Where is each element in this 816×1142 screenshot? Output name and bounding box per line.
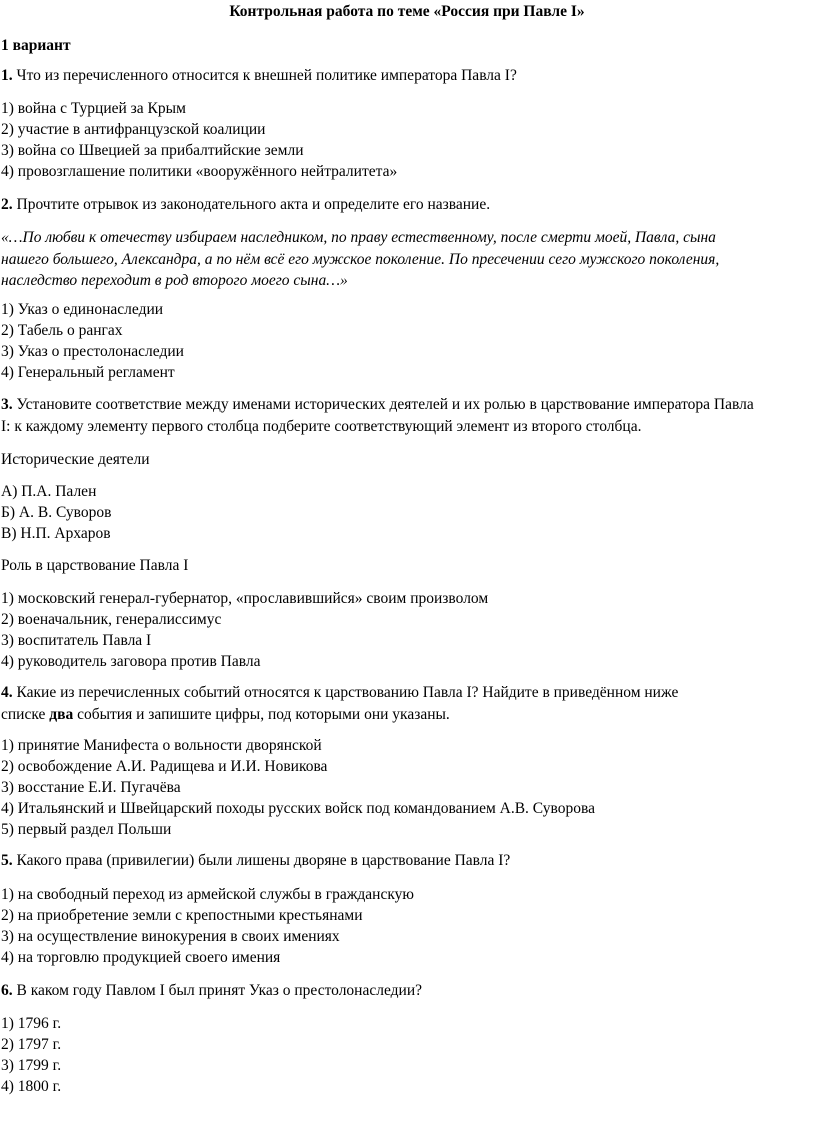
option-item: 1) принятие Манифеста о вольности дворянской [1, 737, 322, 754]
column-header: Роль в царствование Павла I [1, 557, 189, 574]
question-text: списке [1, 705, 50, 723]
question-6-options [1, 1013, 813, 1097]
question-text: Что из перечисленного относится к внешней политике императора Павла I? [12, 67, 517, 84]
option-item: 3) на осуществление винокурения в своих имениях [1, 928, 340, 945]
option-item: 3) 1799 г. [1, 1057, 62, 1074]
question-number: 5. [1, 852, 13, 869]
column-1-header [1, 449, 813, 470]
option-item: 2) участие в антифранцузской коалиции [1, 121, 266, 138]
option-item: 3) восстание Е.И. Пугачёва [1, 779, 181, 796]
question-4-text-line2 [1, 704, 813, 726]
option-item: 4) Генеральный регламент [1, 364, 175, 381]
option-item: 1) на свободный переход из армейской службы в гражданскую [1, 886, 414, 903]
question-number: 4. [1, 684, 13, 701]
option-item: 2) Табель о рангах [1, 322, 123, 339]
option-item: 1) Указ о единонаследии [1, 301, 164, 318]
list-item: Б) А. В. Суворов [1, 504, 112, 521]
question-2 [1, 194, 813, 216]
question-6 [1, 980, 813, 1002]
question-3-text-line2: I: к каждому элементу первого столбца подберите соответствующий элемент из второго столбца. [1, 417, 642, 435]
question-5-text [1, 850, 813, 872]
option-item: 4) на торговлю продукцией своего имения [1, 949, 281, 966]
option-item: 3) Указ о престолонаследии [1, 343, 184, 360]
variant-heading: 1 вариант [1, 37, 71, 54]
question-3-text-line1 [1, 394, 813, 416]
column-header: Исторические деятели [1, 451, 150, 468]
question-4 [1, 682, 813, 725]
quote-line: «…По любви к отечеству избираем наследником, по праву естественному, после смерти моей, Павла, сына [1, 229, 716, 246]
option-item: 1) 1796 г. [1, 1015, 62, 1032]
column-2-header [1, 555, 813, 576]
question-text: Какие из перечисленных событий относятся к царствованию Павла I? Найдите в приведённом ниже [12, 684, 679, 701]
option-item: 2) 1797 г. [1, 1036, 62, 1053]
document-title: Контрольная работа по теме «Россия при Павле I» [229, 3, 585, 20]
question-number: 1. [1, 67, 13, 84]
option-item: 1) война с Турцией за Крым [1, 100, 186, 117]
list-item: 4) руководитель заговора против Павла [1, 653, 261, 670]
option-item: 5) первый раздел Польши [1, 821, 172, 838]
quote-line: наследство переходит в род второго моего сына…» [1, 272, 348, 289]
question-number: 2. [1, 196, 13, 213]
list-item: В) Н.П. Архаров [1, 525, 111, 542]
option-item: 4) провозглашение политики «вооружённого нейтралитета» [1, 163, 398, 180]
question-text: Установите соответствие между именами исторических деятелей и их ролью в царствование императора Павла [12, 396, 754, 413]
option-item: 2) на приобретение земли с крепостными крестьянами [1, 907, 363, 924]
column-2-list [1, 588, 813, 672]
question-1-options [1, 98, 813, 182]
question-2-text [1, 194, 813, 216]
question-5-options [1, 884, 813, 968]
question-4-options [1, 735, 813, 840]
quote-line: нашего большего, Александра, а по нём всё его мужское поколение. По пресечении сего мужского поколения, [1, 250, 720, 268]
emphasis: два [49, 705, 74, 723]
question-5 [1, 850, 813, 872]
list-item: 3) воспитатель Павла I [1, 632, 152, 649]
question-4-text-line1 [1, 682, 813, 704]
option-item: 4) Итальянский и Швейцарский походы русских войск под командованием А.В. Суворова [1, 800, 595, 817]
question-number: 6. [1, 982, 13, 999]
question-2-options [1, 299, 813, 383]
question-text: события и запишите цифры, под которыми они указаны. [73, 705, 450, 723]
question-1-text [1, 65, 813, 87]
question-3 [1, 394, 813, 437]
question-text: В каком году Павлом I был принят Указ о престолонаследии? [12, 982, 422, 999]
column-1-list [1, 481, 813, 544]
question-2-quote [1, 227, 813, 292]
list-item: А) П.А. Пален [1, 483, 97, 500]
option-item: 3) война со Швецией за прибалтийские земли [1, 142, 304, 159]
question-number: 3. [1, 396, 13, 413]
question-text: Прочтите отрывок из законодательного акта и определите его название. [12, 196, 491, 213]
list-item: 1) московский генерал-губернатор, «прославившийся» своим произволом [1, 590, 489, 607]
question-6-text [1, 980, 813, 1002]
option-item: 4) 1800 г. [1, 1078, 62, 1095]
list-item: 2) военачальник, генералиссимус [1, 611, 222, 628]
option-item: 2) освобождение А.И. Радищева и И.И. Новикова [1, 758, 328, 775]
question-text: Какого права (привилегии) были лишены дворяне в царствование Павла I? [12, 852, 511, 869]
question-1 [1, 65, 813, 87]
